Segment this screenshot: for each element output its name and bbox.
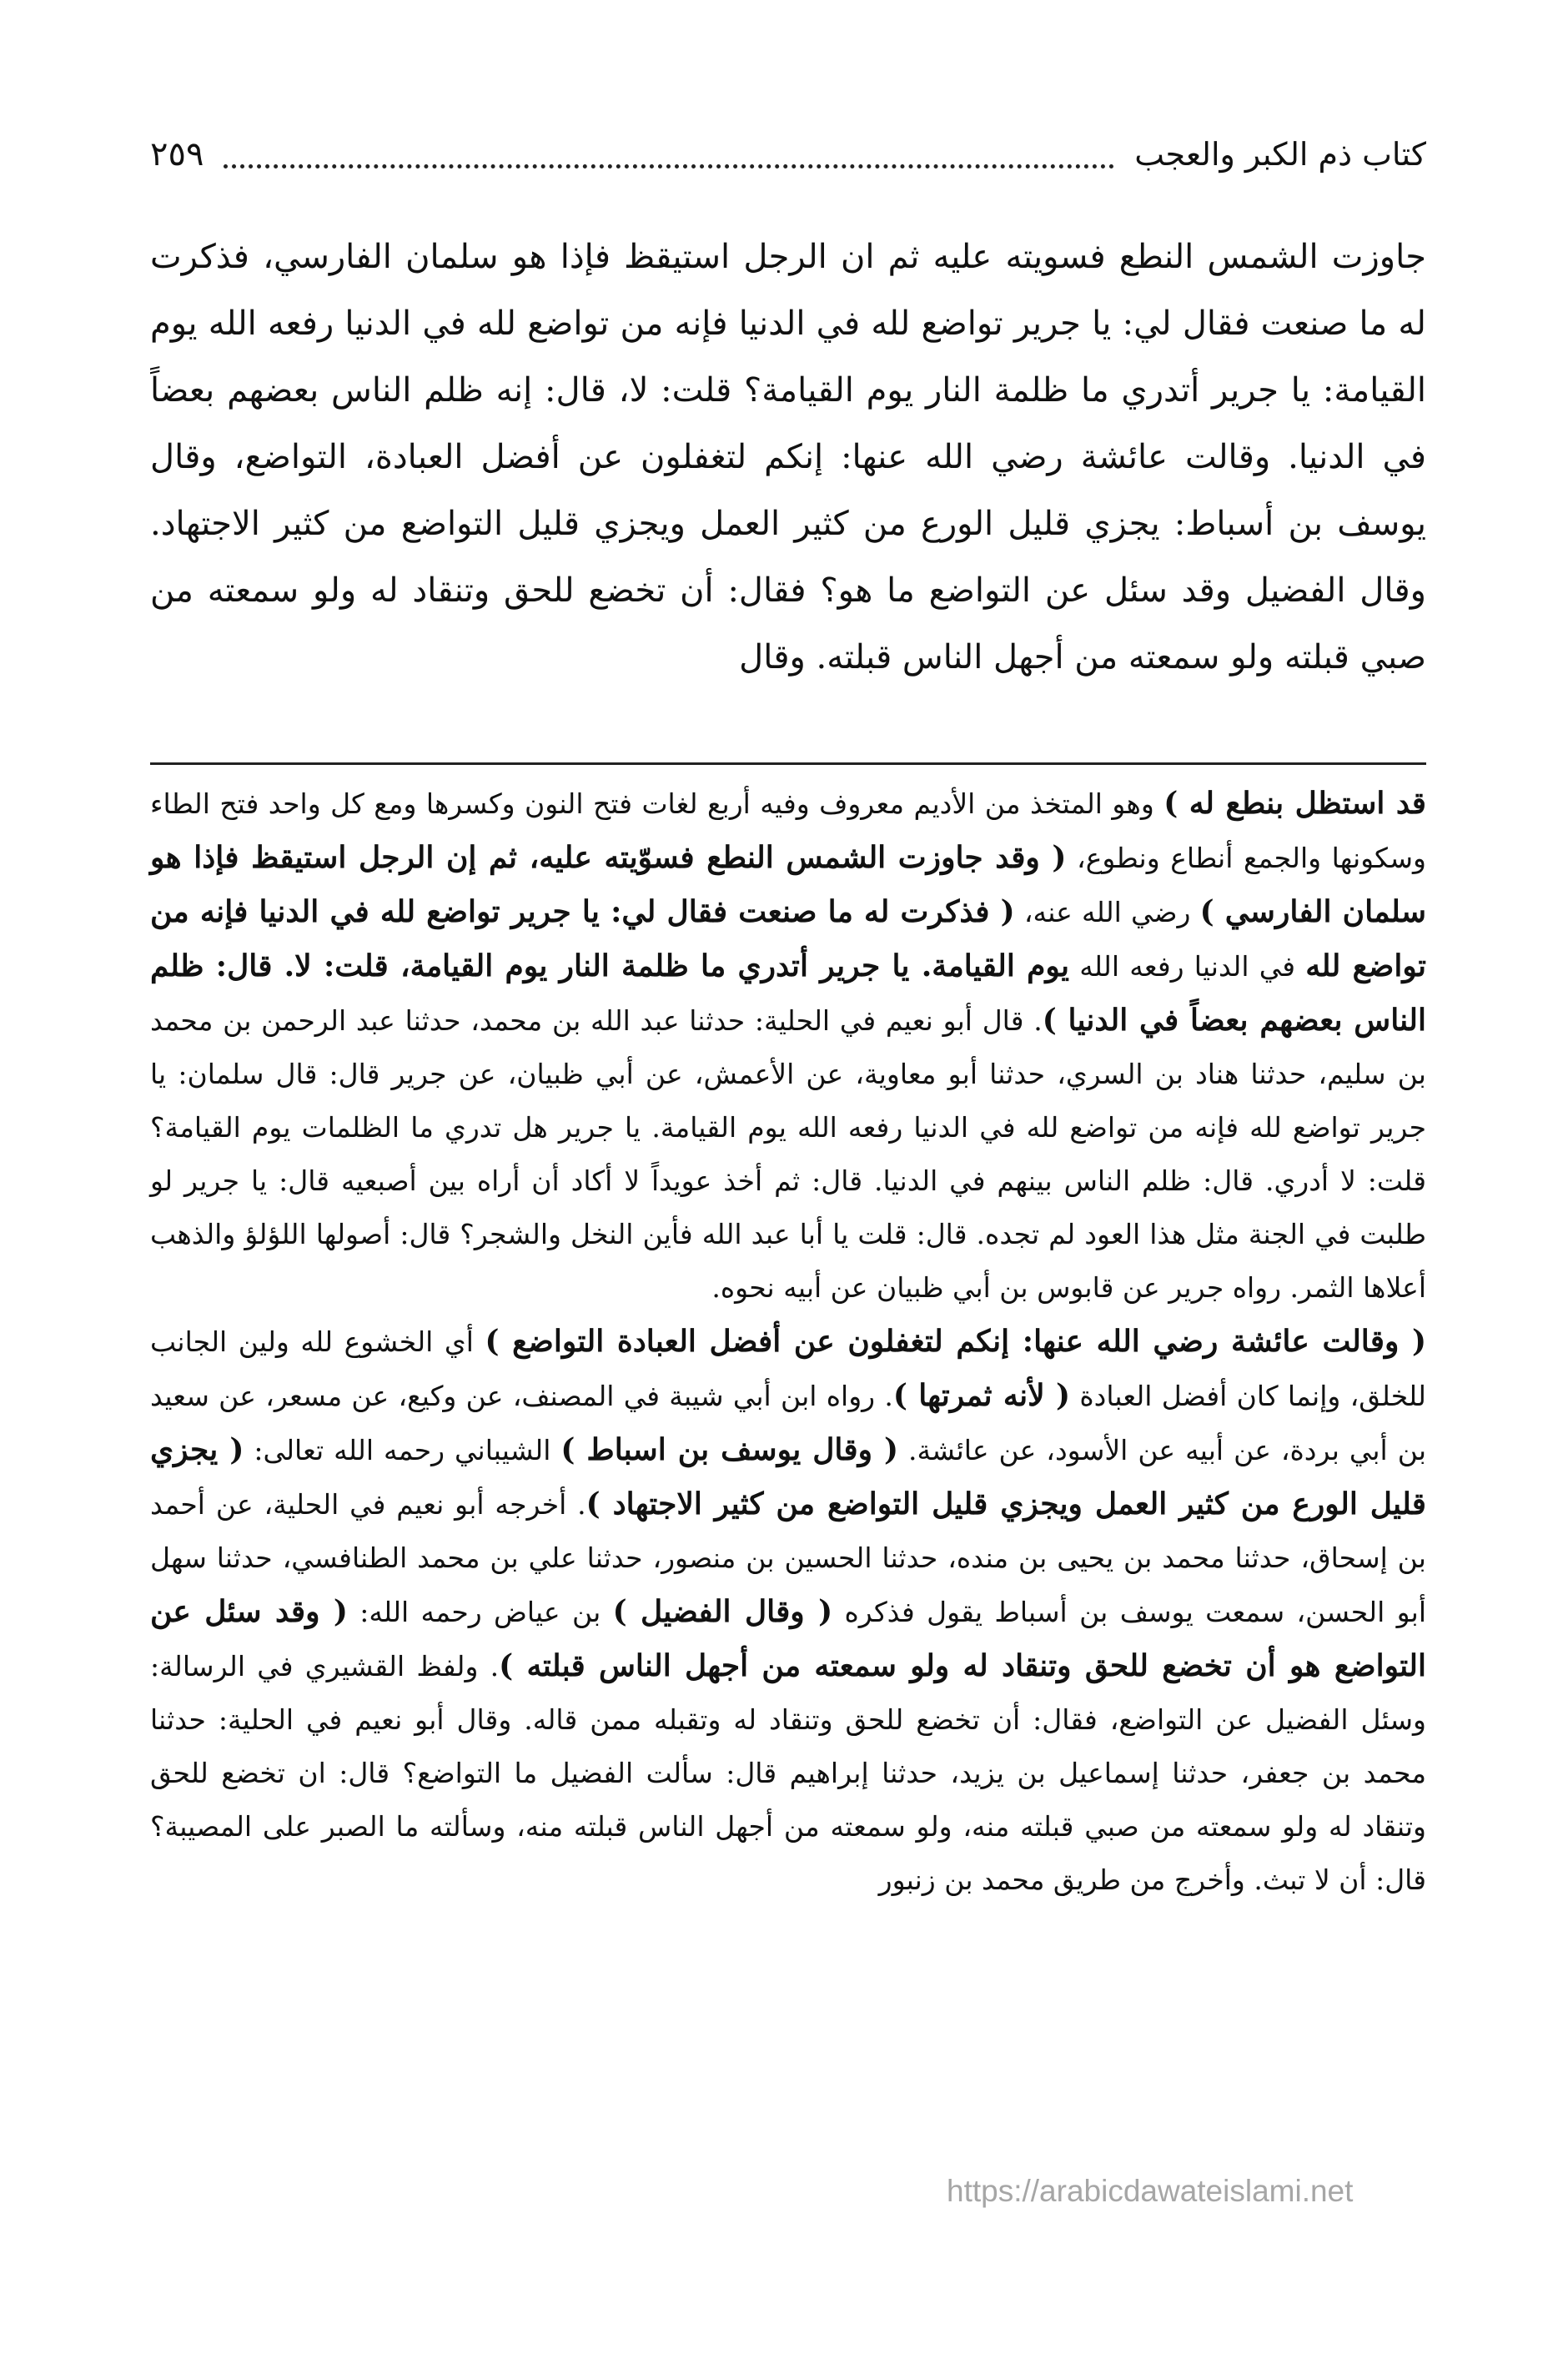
quoted-text: ( وقال الفضيل ) — [612, 1594, 833, 1629]
book-title: كتاب ذم الكبر والعجب — [1134, 136, 1426, 173]
quoted-text: ( وقد سئل عن التواضع هو أن تخضع للحق وتنقاد له ولو سمعته من أجهل الناس قبلته ) — [150, 1594, 1427, 1683]
running-header — [150, 125, 1426, 184]
commentary-text: أي الخشوع لله ولين الجانب للخلق، وإنما كان أفضل العبادة — [150, 1325, 1426, 1412]
main-paragraph: جاوزت الشمس النطع فسويته عليه ثم ان الرجل استيقظ فإذا هو سلمان الفارسي، فذكرت له ما صنعت فقال لي: يا جرير تواضع لله في الدنيا فإنه من تواضع لله في الدنيا رفعه الله يوم القيامة: يا جرير أتدري ما ظلمة النار يوم القيامة؟ قلت: لا، قال: إنه ظلم الناس بعضهم بعضاً في الدنيا. وقالت عائشة رضي الله عنها: إنكم لتغفلون عن أفضل العبادة، التواضع، وقال يوسف بن أسباط: يجزي قليل الورع من كثير العمل ويجزي قليل التواضع من كثير الاجتهاد. وقال الفضيل وقد سئل عن التواضع ما هو؟ فقال: أن تخضع للحق وتنقاد له ولو سمعته من صبي قبلته ولو سمعته من أجهل الناس قبلته. وقال — [150, 238, 1426, 677]
commentary — [150, 777, 1426, 1907]
commentary-text: الشيباني رحمه الله تعالى: — [244, 1434, 561, 1466]
quoted-text: ( وقالت عائشة رضي الله عنها: إنكم لتغفلون عن أفضل العبادة التواضع ) — [485, 1324, 1426, 1359]
commentary-text: . أخرجه أبو نعيم في الحلية، عن أحمد بن إسحاق، حدثنا محمد بن يحيى بن منده، حدثنا الحسين بن منصور، حدثنا علي بن محمد الطنافسي، حدثنا سهل أبو الحسن، سمعت يوسف بن أسباط يقول فذكره — [150, 1488, 1426, 1628]
commentary-paragraph-1 — [150, 777, 1426, 1315]
commentary-text: رضي الله عنه، — [1014, 896, 1200, 928]
commentary-text: . ولفظ القشيري في الرسالة: وسئل الفضيل عن التواضع، فقال: أن تخضع للحق وتنقاد له وتقبله ممن قاله. وقال أبو نعيم في الحلية: حدثنا محمد بن جعفر، حدثنا إسماعيل بن يزيد، حدثنا إبراهيم قال: سألت الفضيل ما التواضع؟ قال: ان تخضع للحق وتنقاد له ولو سمعته من صبي قبلته منه، ولو سمعته من أجهل الناس قبلته منه، وسألته ما الصبر على المصيبة؟ قال: أن لا تبث. وأخرج من طريق محمد بن زنبور — [150, 1650, 1426, 1896]
main-text — [150, 224, 1426, 749]
commentary-text: وهو المتخذ من الأديم معروف وفيه أربع لغات فتح النون وكسرها ومع كل واحد فتح الطاء وسكونها والجمع أنطاع ونطوع، — [150, 787, 1426, 874]
page-number: ٢٥٩ — [150, 135, 204, 174]
footnote-divider — [150, 762, 1426, 765]
quoted-text: ( وقد جاوزت الشمس النطع فسوّيته عليه، ثم إن الرجل استيقظ فإذا هو سلمان الفارسي ) — [150, 840, 1426, 929]
quoted-text: ( لأنه ثمرتها ) — [892, 1378, 1071, 1413]
commentary-paragraph-2 — [150, 1315, 1426, 1907]
quoted-text: ( يجزي قليل الورع من كثير العمل ويجزي قليل التواضع من كثير الاجتهاد ) — [150, 1432, 1426, 1522]
leader-dots — [224, 141, 1114, 168]
commentary-text: بن عياض رحمه الله: — [347, 1596, 613, 1628]
commentary-text: . قال أبو نعيم في الحلية: حدثنا عبد الله بن محمد، حدثنا عبد الرحمن بن محمد بن سليم، حدثنا هناد بن السري، حدثنا أبو معاوية، عن الأعمش، عن أبي ظبيان، عن جرير قال: قال سلمان: يا جرير تواضع لله فإنه من تواضع لله في الدنيا رفعه الله يوم القيامة. يا جرير هل تدري ما الظلمات يوم القيامة؟ قلت: لا أدري. قال: ظلم الناس بينهم في الدنيا. قال: ثم أخذ عويداً لا أكاد أن أراه بين أصبعيه قال: يا جرير لو طلبت في الجنة مثل هذا العود لم تجده. قال: قلت يا أبا عبد الله فأين النخل والشجر؟ قال: أصولها اللؤلؤ والذهب أعلاها الثمر. رواه جرير عن قابوس بن أبي ظبيان عن أبيه نحوه. — [150, 1004, 1427, 1304]
commentary-text: في الدنيا رفعه الله — [1068, 950, 1306, 983]
book-page — [150, 125, 1426, 1907]
quoted-text: قد استظل بنطع له ) — [1163, 786, 1426, 821]
source-watermark: https://arabicdawateislami.net — [947, 2174, 1354, 2208]
quoted-text: يوم القيامة. يا جرير أتدري ما ظلمة النار يوم القيامة، قلت: لا. قال: ظلم الناس بعضهم بعضاً في الدنيا ) — [150, 948, 1426, 1038]
quoted-text: ( فذكرت له ما صنعت فقال لي: يا جرير تواضع لله في الدنيا فإنه من تواضع لله — [150, 894, 1426, 983]
commentary-text: . رواه ابن أبي شيبة في المصنف، عن وكيع، عن مسعر، عن سعيد بن أبي بردة، عن أبيه عن الأسود، عن عائشة. — [150, 1380, 1427, 1466]
quoted-text: ( وقال يوسف بن اسباط ) — [560, 1432, 899, 1467]
